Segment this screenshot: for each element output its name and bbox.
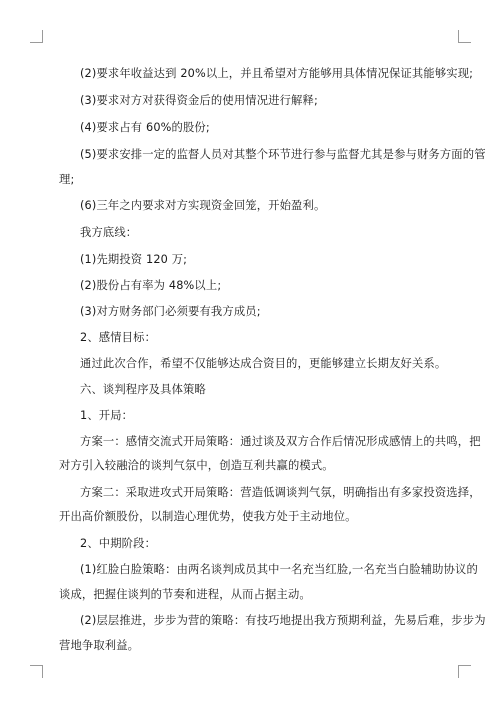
text-line: (1)红脸白脸策略：由两名谈判成员其中一名充当红脸,一名充当白脸辅助协议的 [80,563,478,576]
text-line: (3)对方财务部门必须要有我方成员; [80,305,261,318]
section-heading: 2、感情目标： [80,331,157,344]
crop-mark-bottom-right [458,665,471,678]
crop-mark-top-right [458,30,471,43]
text-line: 方案二：采取进攻式开局策略：营造低调谈判气氛，明确指出有多家投资选择， [80,486,481,499]
text-line: (5)要求安排一定的监督人员对其整个环节进行参与监督尤其是参与财务方面的管 [80,148,486,161]
section-heading: 1、开局： [80,409,134,422]
crop-mark-top-left [30,30,43,43]
text-line: 谈成，把握住谈判的节奏和进程，从而占据主动。 [59,588,311,601]
text-line: (2)股份占有率为 48%以上; [80,279,222,292]
text-line: 方案一：感情交流式开局策略：通过谈及双方合作后情况形成感情上的共鸣，把 [80,435,481,448]
text-line: (1)先期投资 120 万; [80,253,188,266]
text-line: (6)三年之内要求对方实现资金回笼，开始盈利。 [80,199,326,212]
text-line: 通过此次合作，希望不仅能够达成合资目的，更能够建立长期友好关系。 [80,357,447,370]
section-heading: 2、中期阶段： [80,537,157,550]
text-line: 对方引入较融洽的谈判气氛中，创造互利共赢的模式。 [59,459,334,472]
text-line: 我方底线： [80,226,138,239]
text-line: 营地争取利益。 [59,639,140,652]
text-line: (2)要求年收益达到 20%以上，并且希望对方能够用具体情况保证其能够实现; [80,67,474,80]
section-heading: 六、谈判程序及具体策略 [80,383,206,396]
text-line: 开出高价额股份，以制造心理优势，使我方处于主动地位。 [59,510,357,523]
text-line: (4)要求占有 60%的股份; [80,121,210,134]
text-line: 理; [59,173,75,186]
text-line: (2)层层推进，步步为营的策略：有技巧地提出我方预期利益，先易后难，步步为 [80,614,486,627]
text-line: (3)要求对方对获得资金后的使用情况进行解释; [80,94,318,107]
crop-mark-bottom-left [30,665,43,678]
